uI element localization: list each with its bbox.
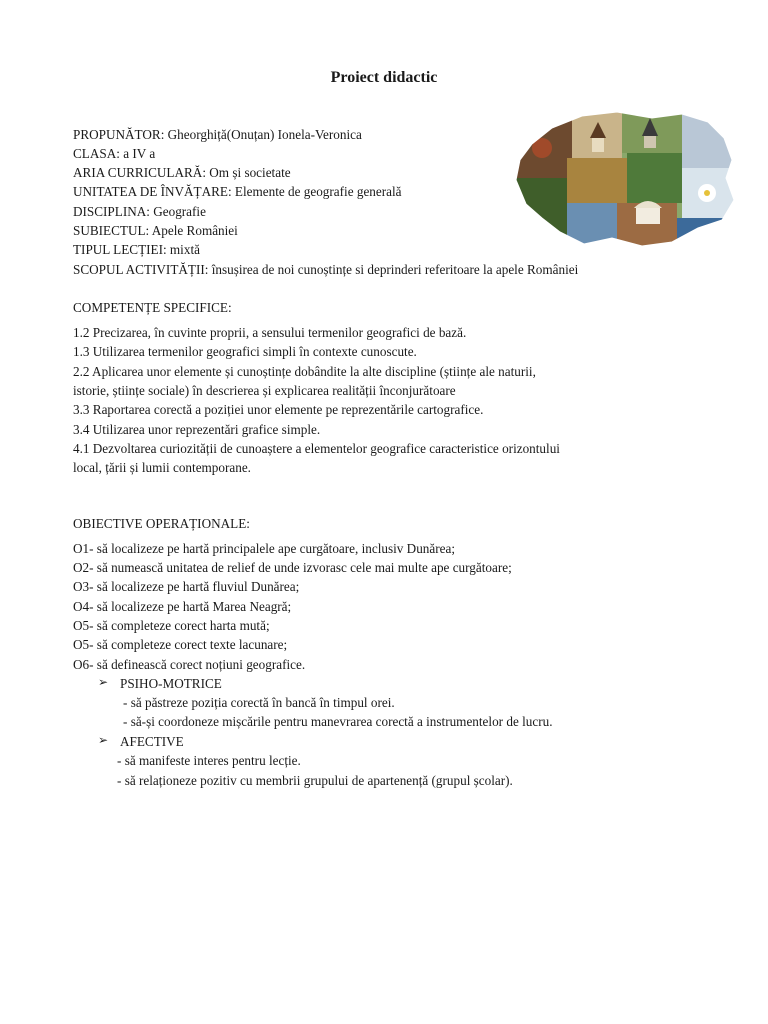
competenta-item: 1.2 Precizarea, în cuvinte proprii, a sensului termenilor geografici de bază. [73,325,467,340]
obiectiv-item: O3- să localizeze pe hartă fluviul Dunărea; [73,579,300,594]
competenta-item: 3.3 Raportarea corectă a poziției unor elemente pe reprezentările cartografice. [73,402,484,417]
competenta-item: 3.4 Utilizarea unor reprezentări grafice simple. [73,422,321,437]
obiectiv-item: O4- să localizeze pe hartă Marea Neagră; [73,599,292,614]
unitatea-invatare-line: UNITATEA DE ÎNVĂȚARE: Elemente de geografie generală [73,184,402,199]
aria-curriculara-line: ARIA CURRICULARĂ: Om și societate [73,165,291,180]
obiectiv-item: O6- să definească corect noțiuni geografice. [73,657,306,672]
competenta-item: istorie, științe sociale) în descrierea și explicarea realității înconjurătoare [73,383,456,398]
obiectiv-item: O1- să localizeze pe hartă principalele ape curgătoare, inclusiv Dunărea; [73,541,455,556]
psiho-item: - să-și coordoneze mișcările pentru manevrarea corectă a instrumentelor de lucru. [123,714,553,729]
document-title: Proiect didactic [330,69,438,86]
disciplina-line: DISCIPLINA: Geografie [73,204,206,219]
bullet-arrow-icon: ➢ [98,733,109,747]
competenta-item: 1.3 Utilizarea termenilor geografici simpli în contexte cunoscute. [73,344,417,359]
obiectiv-item: O5- să completeze corect harta mută; [73,618,270,633]
romania-collage-map [512,108,736,250]
obiectiv-item: O2- să numească unitatea de relief de unde izvorasc cele mai multe ape curgătoare; [73,560,512,575]
competenta-item: 4.1 Dezvoltarea curiozității de cunoaștere a elementelor geografice caracteristice orizontului [73,441,560,456]
afective-item: - să manifeste interes pentru lecție. [117,753,301,768]
obiective-heading: OBIECTIVE OPERAȚIONALE: [73,516,250,531]
competenta-item: local, țării și lumii contemporane. [73,460,251,475]
competenta-item: 2.2 Aplicarea unor elemente și cunoștințe dobândite la alte discipline (științe ale naturii, [73,364,536,379]
afective-label: AFECTIVE [120,734,184,749]
competente-heading: COMPETENȚE SPECIFICE: [73,300,232,315]
clasa-line: CLASA: a IV a [73,146,156,161]
subiectul-line: SUBIECTUL: Apele României [73,223,238,238]
propunator-line: PROPUNĂTOR: Gheorghiță(Onuțan) Ionela-Veronica [73,127,362,142]
obiectiv-item: O5- să completeze corect texte lacunare; [73,637,288,652]
scopul-activitatii-line: SCOPUL ACTIVITĂȚII: însușirea de noi cunoștințe si deprinderi referitoare la apele României [73,262,579,277]
tipul-lectiei-line: TIPUL LECȚIEI: mixtă [73,242,200,257]
bullet-arrow-icon: ➢ [98,675,109,689]
psiho-item: - să păstreze poziția corectă în bancă în timpul orei. [123,695,395,710]
afective-item: - să relaționeze pozitiv cu membrii grupului de apartenență (grupul școlar). [117,773,513,788]
psiho-motrice-label: PSIHO-MOTRICE [120,676,222,691]
